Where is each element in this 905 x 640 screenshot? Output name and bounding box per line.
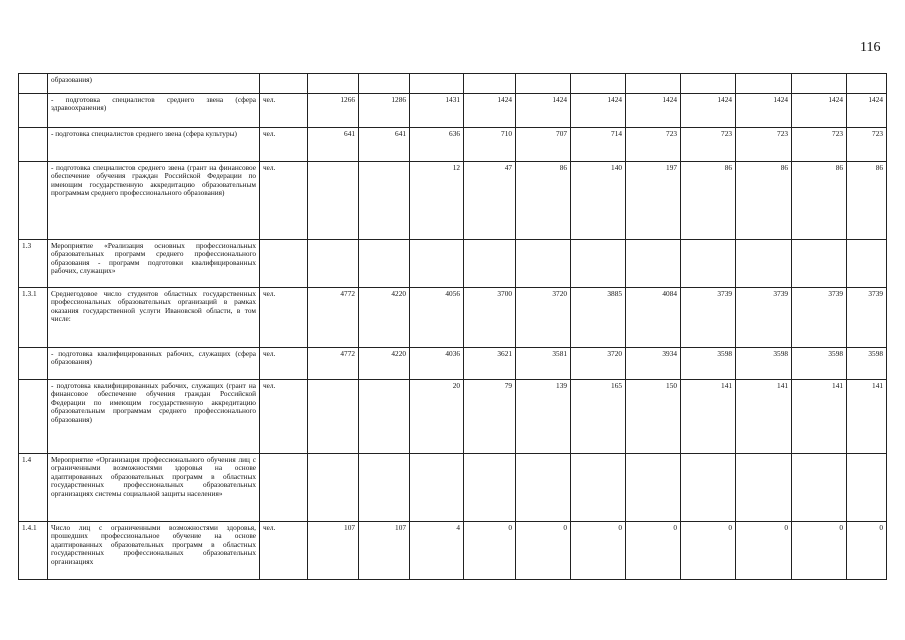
page-number: 116: [860, 40, 881, 55]
row-unit: чел.: [260, 522, 308, 580]
value-cell: [626, 240, 681, 288]
value-cell: 0: [681, 522, 736, 580]
row-description: - подготовка квалифицированных рабочих, служащих (сфера образования): [48, 348, 260, 380]
value-cell: [308, 162, 359, 240]
row-description: - подготовка специалистов среднего звена (сфера культуры): [48, 128, 260, 162]
value-cell: 86: [681, 162, 736, 240]
value-cell: 141: [792, 380, 847, 454]
row-index: 1.4.1: [19, 522, 48, 580]
value-cell: 3720: [516, 288, 571, 348]
value-cell: 3598: [847, 348, 887, 380]
value-cell: 165: [571, 380, 626, 454]
row-index: [19, 128, 48, 162]
row-unit: чел.: [260, 380, 308, 454]
value-cell: 1424: [626, 94, 681, 128]
row-unit: чел.: [260, 94, 308, 128]
value-cell: 86: [847, 162, 887, 240]
row-description: Число лиц с ограниченными возможностями здоровья, прошедших профессиональное обучение на основе адаптированных образовательных программ в областных государственных профессиональных образовательных организациях: [48, 522, 260, 580]
value-cell: [626, 454, 681, 522]
value-cell: 3598: [792, 348, 847, 380]
row-unit: [260, 454, 308, 522]
value-cell: 0: [571, 522, 626, 580]
row-index: 1.4: [19, 454, 48, 522]
value-cell: 710: [464, 128, 516, 162]
value-cell: 3720: [571, 348, 626, 380]
table-row: [19, 162, 887, 240]
row-index: 1.3: [19, 240, 48, 288]
value-cell: 4220: [359, 348, 410, 380]
value-cell: 723: [736, 128, 792, 162]
value-cell: [792, 240, 847, 288]
table-row: [19, 380, 887, 454]
value-cell: [308, 240, 359, 288]
indicators-table: [18, 73, 887, 580]
value-cell: 1266: [308, 94, 359, 128]
value-cell: [464, 74, 516, 94]
value-cell: 4220: [359, 288, 410, 348]
value-cell: 0: [516, 522, 571, 580]
value-cell: 47: [464, 162, 516, 240]
value-cell: 1424: [516, 94, 571, 128]
value-cell: 641: [308, 128, 359, 162]
table-row: [19, 128, 887, 162]
value-cell: [359, 162, 410, 240]
row-description: Среднегодовое число студентов областных государственных профессиональных образовательных организаций в рамках оказания государственной услуги Ивановской области, в том числе:: [48, 288, 260, 348]
value-cell: 1424: [464, 94, 516, 128]
value-cell: 1424: [681, 94, 736, 128]
value-cell: 79: [464, 380, 516, 454]
value-cell: 3739: [681, 288, 736, 348]
value-cell: 3581: [516, 348, 571, 380]
value-cell: [792, 74, 847, 94]
value-cell: 3598: [736, 348, 792, 380]
value-cell: 714: [571, 128, 626, 162]
value-cell: 3621: [464, 348, 516, 380]
value-cell: 107: [359, 522, 410, 580]
row-description: - подготовка специалистов среднего звена (сфера здравоохранения): [48, 94, 260, 128]
value-cell: 197: [626, 162, 681, 240]
value-cell: [571, 240, 626, 288]
table-row: [19, 454, 887, 522]
value-cell: 139: [516, 380, 571, 454]
row-index: [19, 380, 48, 454]
value-cell: 4: [410, 522, 464, 580]
table-row: [19, 348, 887, 380]
value-cell: 723: [792, 128, 847, 162]
value-cell: 707: [516, 128, 571, 162]
row-description: - подготовка квалифицированных рабочих, служащих (грант на финансовое обеспечение обучения граждан Российской Федерации по имеющим государственную аккредитацию образовательным программам среднего профессионального образования): [48, 380, 260, 454]
value-cell: [571, 74, 626, 94]
row-unit: [260, 240, 308, 288]
value-cell: 0: [792, 522, 847, 580]
value-cell: 107: [308, 522, 359, 580]
value-cell: 0: [626, 522, 681, 580]
value-cell: 641: [359, 128, 410, 162]
value-cell: [410, 454, 464, 522]
row-description: образования): [48, 74, 260, 94]
value-cell: [736, 240, 792, 288]
value-cell: 1424: [571, 94, 626, 128]
value-cell: 3934: [626, 348, 681, 380]
value-cell: [516, 240, 571, 288]
value-cell: [464, 454, 516, 522]
row-description: Мероприятие «Реализация основных профессиональных образовательных программ среднего профессионального образования - программ подготовки квалифицированных рабочих, служащих»: [48, 240, 260, 288]
value-cell: 1286: [359, 94, 410, 128]
value-cell: [736, 74, 792, 94]
value-cell: 636: [410, 128, 464, 162]
row-description: - подготовка специалистов среднего звена (грант на финансовое обеспечение обучения граждан Российской Федерации по имеющим государственную аккредитацию образовательным программам среднего профессионального образования): [48, 162, 260, 240]
value-cell: [359, 454, 410, 522]
value-cell: [516, 74, 571, 94]
row-unit: чел.: [260, 348, 308, 380]
value-cell: [410, 74, 464, 94]
value-cell: [847, 240, 887, 288]
table-row: [19, 94, 887, 128]
value-cell: 723: [626, 128, 681, 162]
value-cell: [847, 454, 887, 522]
value-cell: [308, 74, 359, 94]
table-row: [19, 522, 887, 580]
value-cell: 1424: [792, 94, 847, 128]
value-cell: 4036: [410, 348, 464, 380]
value-cell: [359, 74, 410, 94]
value-cell: 12: [410, 162, 464, 240]
value-cell: 86: [792, 162, 847, 240]
value-cell: [736, 454, 792, 522]
table-row: [19, 288, 887, 348]
value-cell: 1424: [736, 94, 792, 128]
value-cell: 723: [681, 128, 736, 162]
value-cell: [681, 74, 736, 94]
row-index: [19, 74, 48, 94]
value-cell: 20: [410, 380, 464, 454]
table-row: [19, 240, 887, 288]
value-cell: [516, 454, 571, 522]
value-cell: 3598: [681, 348, 736, 380]
value-cell: 3739: [847, 288, 887, 348]
value-cell: 4772: [308, 288, 359, 348]
table-row: [19, 74, 887, 94]
value-cell: [359, 380, 410, 454]
value-cell: 723: [847, 128, 887, 162]
value-cell: 140: [571, 162, 626, 240]
value-cell: [410, 240, 464, 288]
value-cell: 4056: [410, 288, 464, 348]
value-cell: [792, 454, 847, 522]
value-cell: 86: [516, 162, 571, 240]
value-cell: [847, 74, 887, 94]
value-cell: 0: [847, 522, 887, 580]
value-cell: 141: [847, 380, 887, 454]
value-cell: 3739: [792, 288, 847, 348]
row-index: [19, 162, 48, 240]
row-unit: [260, 74, 308, 94]
row-index: [19, 348, 48, 380]
value-cell: 4084: [626, 288, 681, 348]
value-cell: 4772: [308, 348, 359, 380]
value-cell: 0: [464, 522, 516, 580]
value-cell: 150: [626, 380, 681, 454]
value-cell: [571, 454, 626, 522]
row-description: Мероприятие «Организация профессионального обучения лиц с ограниченными возможностями здоровья на основе адаптированных образовательных программ в областных государственных профессиональных образовательных организациях системы социальной защиты населения»: [48, 454, 260, 522]
row-unit: чел.: [260, 162, 308, 240]
value-cell: [681, 454, 736, 522]
value-cell: 3700: [464, 288, 516, 348]
value-cell: 1431: [410, 94, 464, 128]
row-index: 1.3.1: [19, 288, 48, 348]
value-cell: [464, 240, 516, 288]
value-cell: [626, 74, 681, 94]
value-cell: 1424: [847, 94, 887, 128]
value-cell: 3739: [736, 288, 792, 348]
value-cell: 141: [736, 380, 792, 454]
value-cell: [681, 240, 736, 288]
value-cell: 3885: [571, 288, 626, 348]
value-cell: [308, 380, 359, 454]
value-cell: [308, 454, 359, 522]
row-unit: чел.: [260, 128, 308, 162]
value-cell: [359, 240, 410, 288]
row-index: [19, 94, 48, 128]
value-cell: 0: [736, 522, 792, 580]
row-unit: чел.: [260, 288, 308, 348]
value-cell: 86: [736, 162, 792, 240]
value-cell: 141: [681, 380, 736, 454]
